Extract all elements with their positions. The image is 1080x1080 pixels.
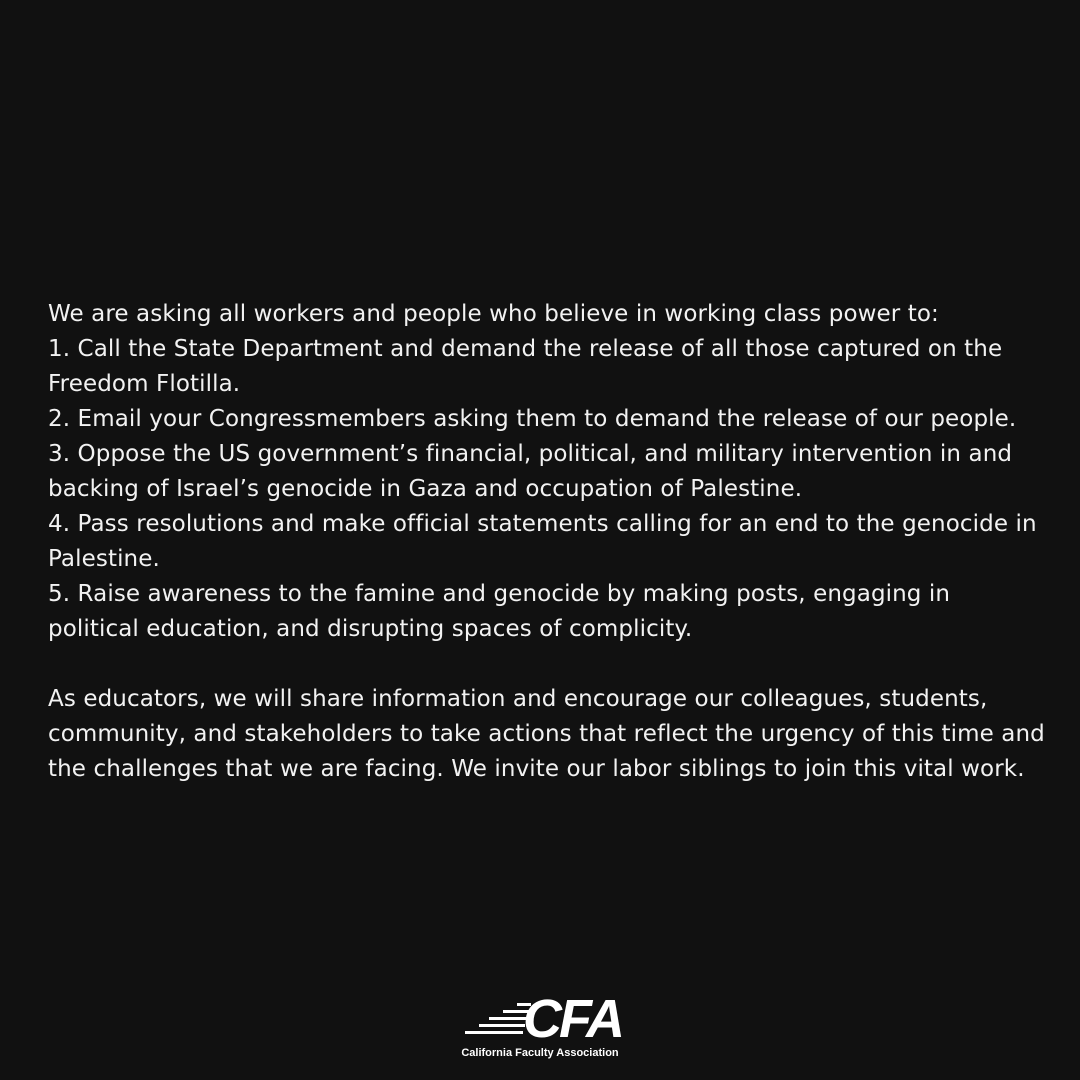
action-item-4: 4. Pass resolutions and make official statements calling for an end to the genocide in Palestine. (48, 511, 1037, 572)
cfa-logo-mark (465, 989, 622, 1049)
closing-paragraph: As educators, we will share information and encourage our colleagues, students, community, and stakeholders to take actions that reflect the urgency of this time and the challenges that we are facing. We invite our labor siblings to join this vital work. (48, 686, 1045, 782)
action-item-2: 2. Email your Congressmembers asking them to demand the release of our people. (48, 406, 1017, 432)
statement-text (48, 297, 1048, 787)
cfa-logo (455, 989, 625, 1064)
intro-paragraph: We are asking all workers and people who believe in working class power to: (48, 301, 939, 327)
cfa-logo-caption: California Faculty Association (461, 1047, 619, 1059)
action-item-1: 1. Call the State Department and demand the release of all those captured on the Freedom Flotilla. (48, 336, 1003, 397)
paragraph-spacer (48, 647, 1048, 682)
cfa-wordmark: CFA (523, 989, 622, 1049)
action-item-3: 3. Oppose the US government’s financial, political, and military intervention in and backing of Israel’s genocide in Gaza and occupation of Palestine. (48, 441, 1013, 502)
action-item-5: 5. Raise awareness to the famine and genocide by making posts, engaging in political education, and disrupting spaces of complicity. (48, 581, 951, 642)
